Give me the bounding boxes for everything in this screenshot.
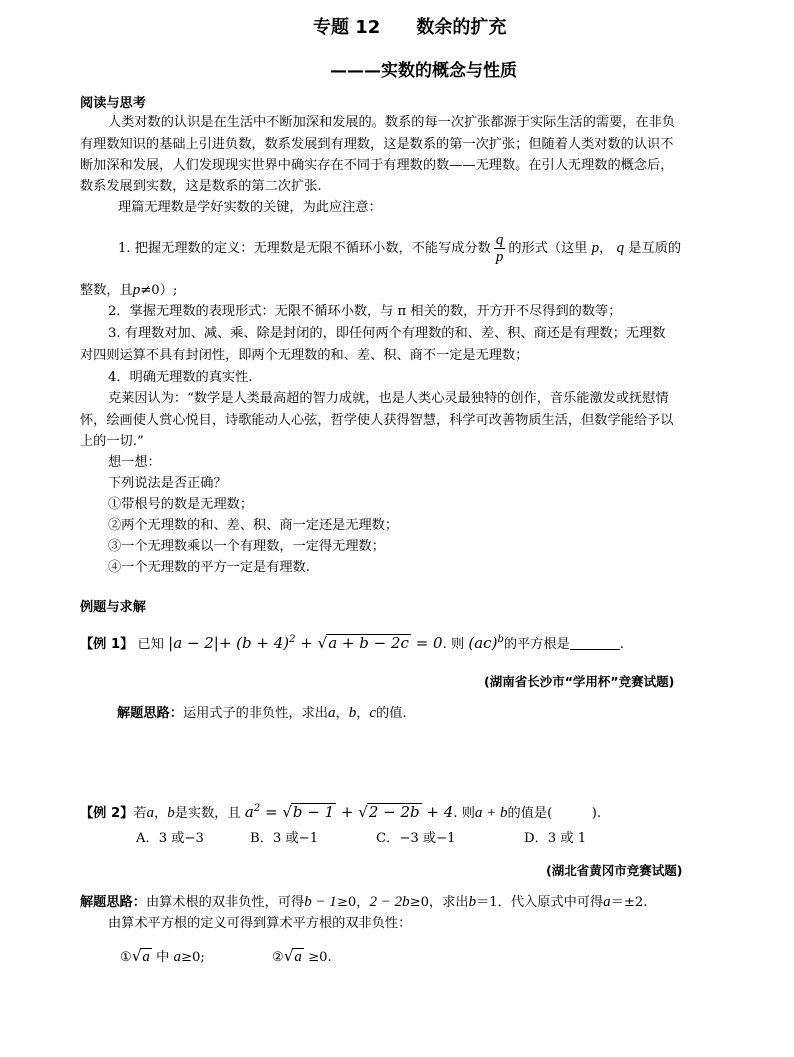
list-item-2: 2．掌握无理数的表现形式：无限不循环小数，与 π 相关的数，开方开不尽得到的数等； [108, 304, 622, 319]
quote-line: 克莱因认为：“数学是人类最高超的智力成就，也是人类心灵最独特的创作，音乐能激发或抚慰情 [108, 391, 669, 406]
list-item-3-cont: 对四则运算不具有封闭性，即两个无理数的和、差、积、商不一定是无理数； [80, 348, 529, 363]
think-label: 想一想： [108, 455, 161, 470]
statement-item: ④一个无理数的平方一定是有理数. [108, 560, 311, 575]
fraction-q-over-p: $\frac{q}{p}$ [495, 232, 504, 265]
paragraph-line: 人类对数的认识是在生活中不断加深和发展的。数系的每一次扩张都源于实际生活的需要，在非负 [108, 115, 676, 130]
statement-item: ②两个无理数的和、差、积、商一定还是无理数； [108, 518, 399, 533]
solution-hint: 解题思路：由算术根的双非负性，可得b − 1≥0，2 − 2b≥0，求出b＝1．代入原式中可得a＝±2. [80, 894, 648, 910]
option-a[interactable]: A．3 或−3 [136, 831, 204, 846]
answer-blank[interactable] [570, 635, 620, 650]
quote-line: 上的一切.” [80, 434, 144, 449]
page-subtitle: ———实数的概念与性质 [330, 61, 517, 81]
property-1: ①√a 中 a≥0; [120, 947, 205, 965]
example-label: 【例 1】 [80, 637, 134, 652]
list-item-1: 1. 把握无理数的定义：无理数是无限不循环小数，不能写成分数 $\frac{q}{p}$ 的形式（这里 p， q 是互质的 [118, 232, 682, 265]
paragraph-line: 理篇无理数是学好实数的关键，为此应注意： [118, 200, 382, 215]
source-note: (湖北省黄冈市竞赛试题) [546, 863, 683, 878]
list-item-4: 4．明确无理数的真实性. [108, 370, 253, 385]
example-2: 【例 2】若a，b是实数，且 $a^2 = √b - 1 + √2 - 2b + 4$. 则a + b的值是( ). [80, 803, 602, 821]
option-c[interactable]: C．−3 或−1 [376, 831, 456, 846]
list-item-1-cont: 整数，且p≠0）; [80, 282, 178, 298]
section-heading-examples: 例题与求解 [80, 600, 146, 615]
statement-item: ③一个无理数乘以一个有理数，一定得无理数； [108, 539, 385, 554]
property-2: ②√a ≥0. [272, 947, 332, 965]
question-text: 下列说法是否正确？ [108, 476, 227, 491]
paragraph-line: 断加深和发展，人们发现现实世界中确实存在不同于有理数的数——无理数。在引人无理数的概念后， [80, 158, 674, 173]
page-title: 专题 12 数余的扩充 [313, 17, 507, 38]
paragraph-line: 数系发展到实数，这是数系的第二次扩张. [80, 179, 322, 194]
math-expression: $a^2 = √b - 1 + √2 - 2b + 4$ [244, 803, 454, 821]
quote-line: 怀，绘画使人赏心悦目，诗歌能动人心弦，哲学使人获得智慧，科学可改善物质生活，但数学能给予以 [80, 413, 674, 428]
solution-hint-cont: 由算术平方根的定义可得到算术平方根的双非负性： [108, 916, 412, 931]
example-label: 【例 2】 [80, 806, 134, 821]
statement-item: ①带根号的数是无理数； [108, 497, 254, 512]
list-item-3: 3. 有理数对加、减、乘、除是封闭的，即任何两个有理数的和、差、积、商还是有理数；无理数 [108, 326, 666, 341]
solution-hint: 解题思路：运用式子的非负性，求出a，b，c的值. [117, 705, 407, 721]
source-note: (湖南省长沙市“学用杯”竞赛试题) [484, 674, 675, 689]
section-heading-reading: 阅读与思考 [80, 96, 146, 111]
option-d[interactable]: D．3 或 1 [524, 831, 587, 846]
paragraph-line: 有理数知识的基础上引进负数，数系发展到有理数，这是数系的第一次扩张；但随着人类对数的认识不 [80, 137, 674, 152]
example-1: 【例 1】 已知 $|a - 2|+ (b + 4)^2 + √a + b - 2c = 0$. 则 (ac)$^b$的平方根是 . [80, 634, 624, 652]
option-b[interactable]: B．3 或−1 [250, 831, 319, 846]
math-expression: $|a - 2|+ (b + 4)^2 + √a + b - 2c = 0$ [168, 634, 443, 652]
